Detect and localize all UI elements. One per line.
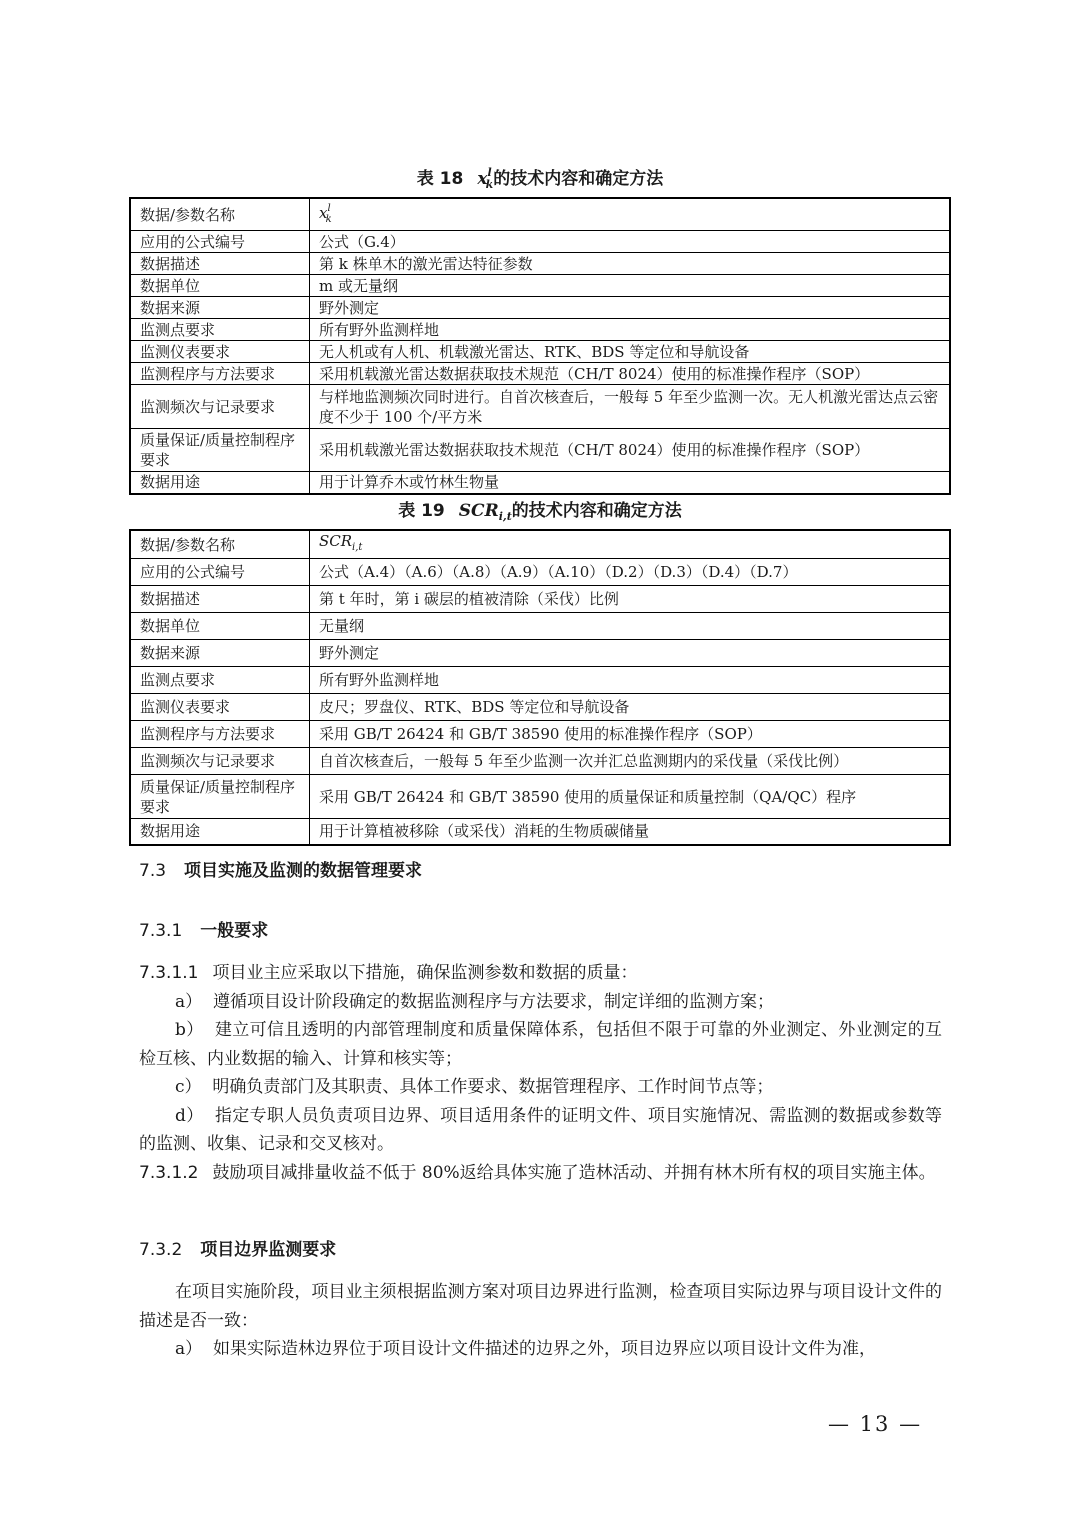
table-cell-value: 所有野外监测样地 xyxy=(310,319,951,341)
table-cell-key: 监测点要求 xyxy=(130,319,310,341)
list-item-boundary-a: a） 如果实际造林边界位于项目设计文件描述的边界之外，项目边界应以项目设计文件为准， xyxy=(175,1339,876,1359)
table-cell-key: 质量保证/质量控制程序要求 xyxy=(130,429,310,472)
table-cell-key: 数据单位 xyxy=(130,613,310,640)
clause-7-3-1-2: 7.3.1.2 鼓励项目减排量收益不低于 80%返给具体实施了造林活动、并拥有林木所有权的项目实施主体。 xyxy=(139,1162,936,1183)
table-cell-value: 皮尺；罗盘仪、RTK、BDS 等定位和导航设备 xyxy=(310,694,951,721)
table-cell-key: 监测点要求 xyxy=(130,667,310,694)
table-cell-key: 数据用途 xyxy=(130,819,310,845)
table18-caption: 表 18 $x^l_k$的技术内容和确定方法 xyxy=(416,166,664,191)
table-cell-key: 监测仪表要求 xyxy=(130,341,310,363)
table-cell-value: 公式（A.4）（A.6）（A.8）（A.9）（A.10）（D.2）（D.3）（D.4）（D.7） xyxy=(310,559,951,586)
table18-label: 表 18 xyxy=(416,169,464,189)
table-cell-key: 质量保证/质量控制程序要求 xyxy=(130,775,310,819)
table18 xyxy=(129,197,951,495)
table-cell-value: $SCR_{i,t}$ xyxy=(310,530,951,559)
table-cell-key: 应用的公式编号 xyxy=(130,559,310,586)
table-cell-value: 采用 GB/T 26424 和 GB/T 38590 使用的质量保证和质量控制（QA/QC）程序 xyxy=(310,775,951,819)
table-cell-key: 监测频次与记录要求 xyxy=(130,385,310,429)
table18-symbol: $x^l_k$ xyxy=(477,166,494,191)
table-cell-key: 数据描述 xyxy=(130,586,310,613)
table-cell-value: 无量纲 xyxy=(310,613,951,640)
table-cell-key: 数据/参数名称 xyxy=(130,198,310,231)
table-cell-value: 公式（G.4） xyxy=(310,231,951,253)
table-cell-value: 采用 GB/T 26424 和 GB/T 38590 使用的标准操作程序（SOP） xyxy=(310,721,951,748)
list-item-b: b） 建立可信且透明的内部管理制度和质量保障体系，包括但不限于可靠的外业测定、外业测定的互检互核、内业数据的输入、计算和核实等； xyxy=(139,1020,943,1069)
section-7-3-1-heading: 7.3.1 一般要求 xyxy=(139,921,269,941)
table-cell-key: 数据来源 xyxy=(130,640,310,667)
table-cell-value: m 或无量纲 xyxy=(310,275,951,297)
table-cell-key: 监测程序与方法要求 xyxy=(130,363,310,385)
table-cell-key: 数据单位 xyxy=(130,275,310,297)
table-cell-value: $x^l_k$ xyxy=(310,198,951,231)
table-cell-value: 自首次核查后，一般每 5 年至少监测一次并汇总监测期内的采伐量（采伐比例） xyxy=(310,748,951,775)
section-7-3-heading: 7.3 项目实施及监测的数据管理要求 xyxy=(139,861,423,881)
body-text-7-3-2 xyxy=(139,1278,942,1364)
section-7-3-2-heading: 7.3.2 项目边界监测要求 xyxy=(139,1240,337,1260)
table19-caption: 表 19 $SCR_{i,t}$的技术内容和确定方法 xyxy=(398,501,682,523)
body-text-7-3-1 xyxy=(139,959,942,1187)
list-item-a: a） 遵循项目设计阶段确定的数据监测程序与方法要求，制定详细的监测方案； xyxy=(175,991,774,1012)
table-cell-value: 采用机载激光雷达数据获取技术规范（CH/T 8024）使用的标准操作程序（SOP） xyxy=(310,363,951,385)
table19-symbol: $SCR_{i,t}$ xyxy=(458,501,512,523)
table-cell-value: 第 k 株单木的激光雷达特征参数 xyxy=(310,253,951,275)
table-cell-key: 数据描述 xyxy=(130,253,310,275)
table-cell-key: 监测频次与记录要求 xyxy=(130,748,310,775)
table-cell-value: 无人机或有人机、机载激光雷达、RTK、BDS 等定位和导航设备 xyxy=(310,341,951,363)
list-item-c: c） 明确负责部门及其职责、具体工作要求、数据管理程序、工作时间节点等； xyxy=(175,1077,774,1097)
table-cell-value: 与样地监测频次同时进行。自首次核查后，一般每 5 年至少监测一次。无人机激光雷达点云密度不少于 100 个/平方米 xyxy=(310,385,951,429)
table-cell-value: 野外测定 xyxy=(310,297,951,319)
paragraph-boundary-monitoring: 在项目实施阶段，项目业主须根据监测方案对项目边界进行监测，检查项目实际边界与项目设计文件的描述是否一致： xyxy=(139,1282,942,1331)
table-cell-value: 采用机载激光雷达数据获取技术规范（CH/T 8024）使用的标准操作程序（SOP） xyxy=(310,429,951,472)
table-cell-value: 用于计算乔木或竹林生物量 xyxy=(310,472,951,494)
list-item-d: d） 指定专职人员负责项目边界、项目适用条件的证明文件、项目实施情况、需监测的数据或参数等的监测、收集、记录和交叉核对。 xyxy=(139,1105,943,1154)
clause-7-3-1-1: 7.3.1.1 项目业主应采取以下措施，确保监测参数和数据的质量： xyxy=(139,963,638,983)
page-number: — 13 — xyxy=(828,1412,923,1436)
table-cell-key: 数据/参数名称 xyxy=(130,530,310,559)
table-cell-key: 应用的公式编号 xyxy=(130,231,310,253)
table19 xyxy=(129,529,951,846)
table-cell-value: 第 t 年时，第 i 碳层的植被清除（采伐）比例 xyxy=(310,586,951,613)
table-cell-key: 数据来源 xyxy=(130,297,310,319)
table-cell-value: 所有野外监测样地 xyxy=(310,667,951,694)
table19-label: 表 19 xyxy=(398,501,445,521)
table-cell-value: 用于计算植被移除（或采伐）消耗的生物质碳储量 xyxy=(310,819,951,845)
table-cell-value: 野外测定 xyxy=(310,640,951,667)
table-cell-key: 监测程序与方法要求 xyxy=(130,721,310,748)
table-cell-key: 数据用途 xyxy=(130,472,310,494)
table-cell-key: 监测仪表要求 xyxy=(130,694,310,721)
